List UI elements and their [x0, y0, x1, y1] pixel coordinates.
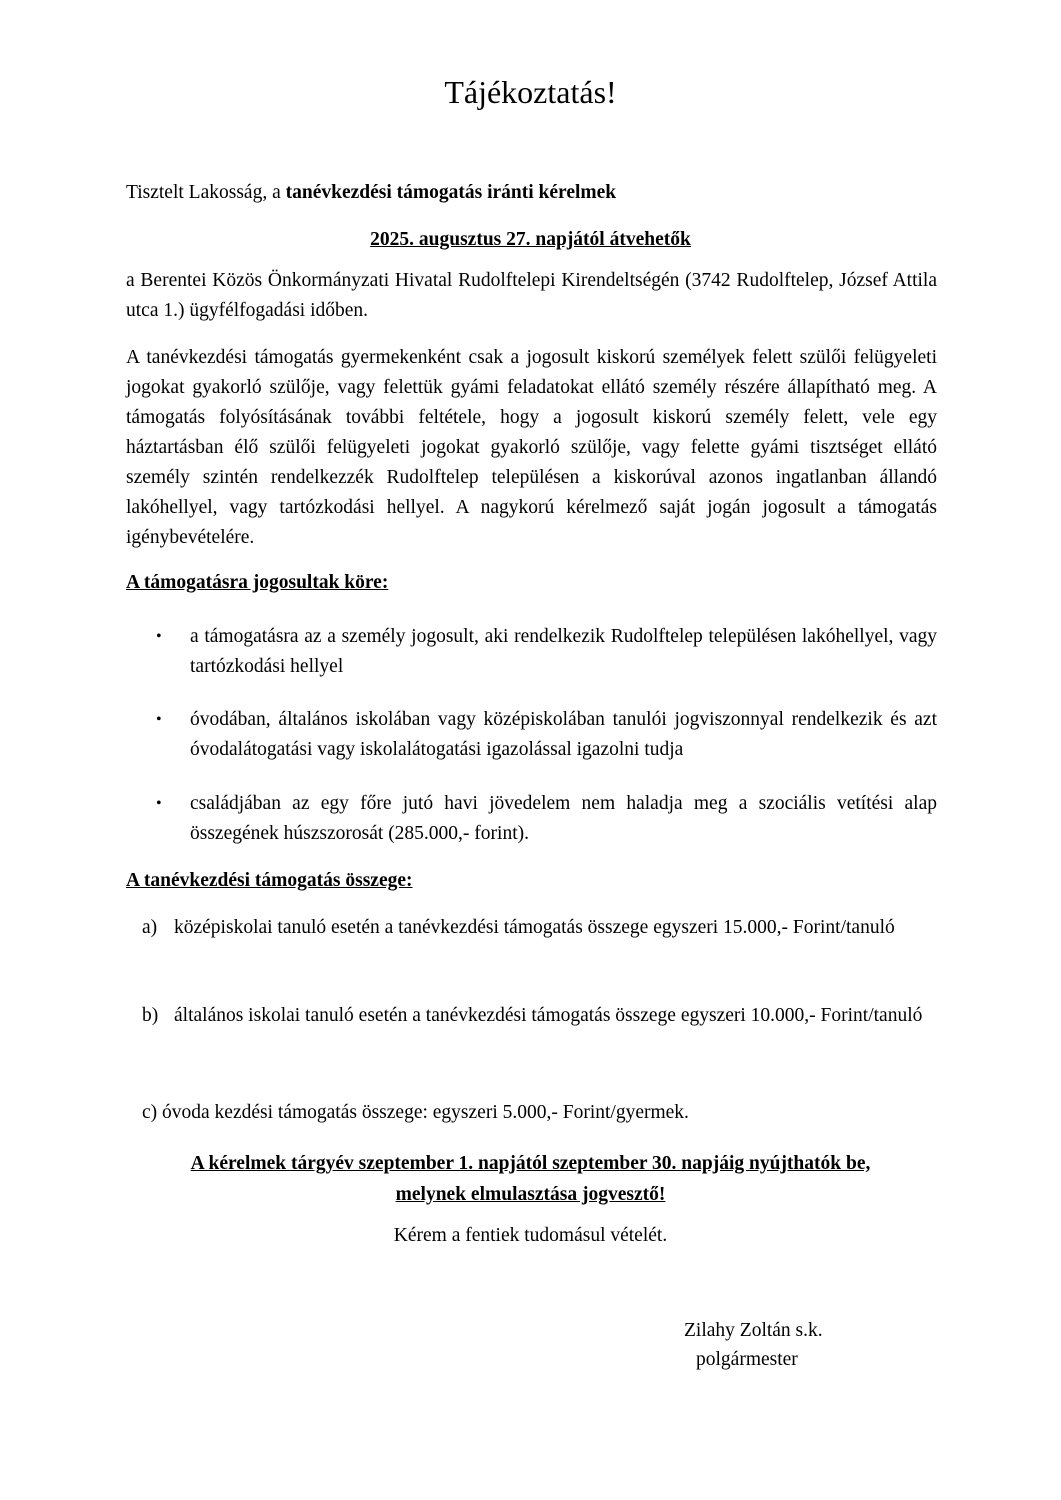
amount-item-label: a) — [142, 917, 158, 938]
deadline-notice — [0, 1148, 1061, 1210]
amount-item-c: c) óvoda kezdési támogatás összege: egyszeri 5.000,- Forint/gyermek. — [142, 1102, 689, 1123]
bullet-icon: • — [156, 795, 162, 812]
signature-name: Zilahy Zoltán s.k. — [684, 1320, 823, 1341]
amount-item-text: általános iskolai tanuló esetén a tanévkezdési támogatás összege egyszeri 10.000,- Forint/tanuló — [174, 1005, 923, 1026]
intro-bold-text: tanévkezdési támogatás iránti kérelmek — [285, 182, 617, 203]
list-item — [126, 622, 937, 682]
closing-text: Kérem a fentiek tudomásul vételét. — [393, 1225, 668, 1246]
list-item-text: óvodában, általános iskolában vagy középiskolában tanulói jogviszonnyal rendelkezik és azt óvodalátogatási vagy iskolalátogatási igazolással igazolni tudja — [190, 709, 937, 760]
eligibility-heading — [126, 568, 937, 598]
amount-item-b — [126, 1001, 937, 1031]
list-item-text: családjában az egy főre jutó havi jövedelem nem haladja meg a szociális vetítési alap összegének húszszorosát (285.000,- forint). — [190, 793, 937, 844]
amount-item-a — [126, 913, 937, 943]
amount-item-text: középiskolai tanuló esetén a tanévkezdési támogatás összege egyszeri 15.000,- Forint/tanuló — [174, 917, 895, 938]
bullet-icon: • — [156, 628, 162, 645]
signature-role: polgármester — [696, 1349, 798, 1370]
date-line-text: 2025. augusztus 27. napjától átvehetők — [370, 229, 691, 250]
intro-greeting — [126, 178, 937, 208]
eligibility-heading-text: A támogatásra jogosultak köre: — [126, 572, 389, 593]
date-line — [0, 225, 1061, 255]
intro-greeting-text: Tisztelt Lakosság, a — [126, 182, 286, 203]
amounts-heading-text: A tanévkezdési támogatás összege: — [126, 870, 413, 891]
amounts-heading — [126, 866, 937, 896]
amount-item-label: b) — [142, 1005, 159, 1026]
signature-block — [684, 1316, 823, 1374]
list-item — [126, 705, 937, 765]
location-text: a Berentei Közös Önkormányzati Hivatal Rudolftelepi Kirendeltségén (3742 Rudolftelep, József Attila utca 1.) ügyfélfogadási időben. — [126, 270, 937, 321]
deadline-line-2: melynek elmulasztása jogvesztő! — [395, 1184, 666, 1205]
list-item-text: a támogatásra az a személy jogosult, aki rendelkezik Rudolftelep településen lakóhellyel, vagy tartózkodási hellyel — [190, 626, 937, 677]
list-item — [126, 789, 937, 849]
conditions-paragraph: A tanévkezdési támogatás gyermekenként csak a jogosult kiskorú személyek felett szülői felügyeleti jogokat gyakorló szülője, vagy felettük gyámi feladatokat ellátó személy részére állapítható meg. A támogatás folyósításának további feltétele, hogy a jogosult kiskorú személy felett, vele egy háztartásban élő szülői felügyeleti jogokat gyakorló szülője, vagy felette gyámi tisztséget ellátó személy szintén rendelkezzék Rudolftelep településen a kiskorúval azonos ingatlanban állandó lakóhellyel, vagy tartózkodási hellyel. A nagykorú kérelmező saját jogán jogosult a támogatás igénybevételére. — [126, 347, 937, 548]
deadline-line-1: A kérelmek tárgyév szeptember 1. napjától szeptember 30. napjáig nyújthatók be, — [190, 1153, 871, 1174]
bullet-icon: • — [156, 711, 162, 728]
page-title: Tájékoztatás! — [444, 74, 617, 110]
